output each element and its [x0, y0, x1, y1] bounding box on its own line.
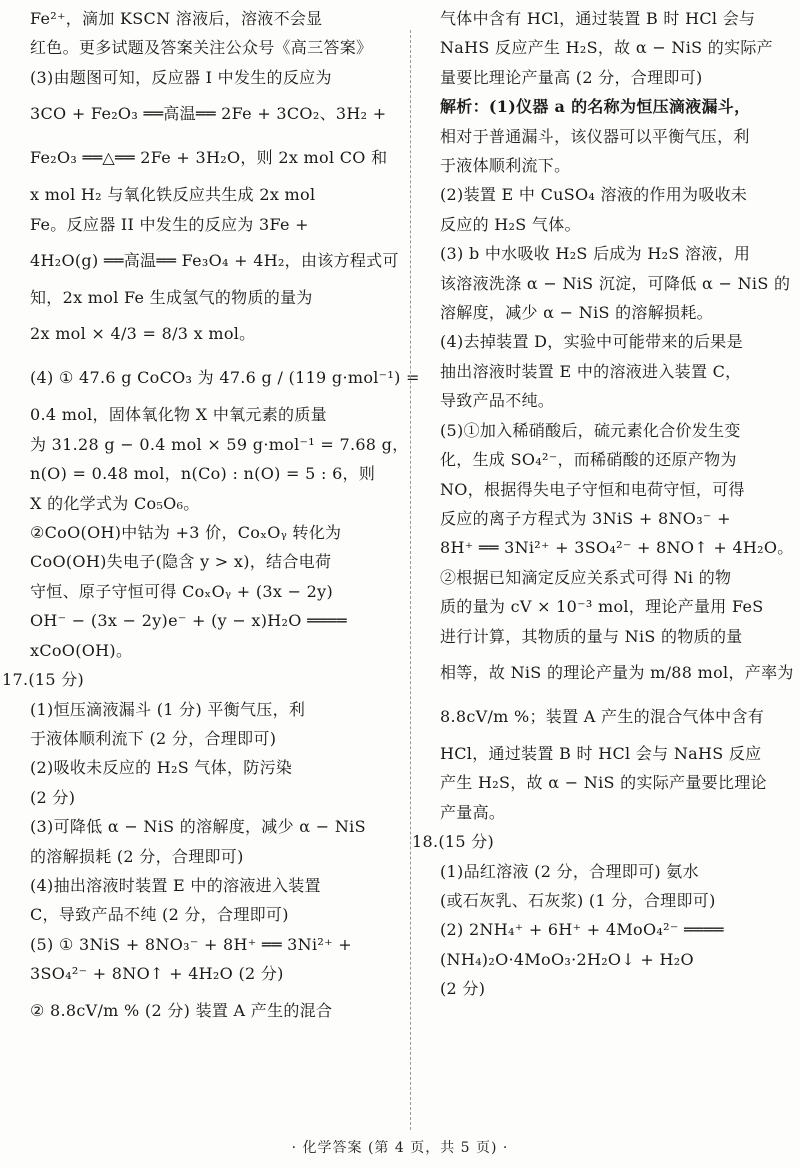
text-line: (3)可降低 α − NiS 的溶解度，减少 α − NiS: [30, 817, 366, 837]
text-line: OH⁻ − (3x − 2y)e⁻ + (y − x)H₂O ════: [30, 611, 347, 631]
text-line: (4)抽出溶液时装置 E 中的溶液进入装置: [30, 875, 321, 895]
text-line: 守恒、原子守恒可得 CoₓOᵧ + (3x − 2y): [30, 581, 334, 601]
text-line: (2 分): [440, 979, 486, 999]
text-line: n(O) = 0.48 mol，n(Co) : n(O) = 5 : 6，则: [30, 464, 376, 484]
text-line: 相对于普通漏斗，该仪器可以平衡气压，利: [440, 126, 750, 146]
text-line: 量要比理论产量高 (2 分，合理即可): [440, 67, 703, 87]
formula-line: 8.8cV/m %；装置 A 产生的混合气体中含有: [440, 706, 765, 726]
text-line: (5) ① 3NiS + 8NO₃⁻ + 8H⁺ ══ 3Ni²⁺ +: [30, 934, 352, 954]
page-footer: · 化学答案 (第 4 页，共 5 页) ·: [291, 1140, 509, 1156]
text-line: NaHS 反应产生 H₂S，故 α − NiS 的实际产: [440, 38, 773, 58]
text-line: (NH₄)₂O·4MoO₃·2H₂O↓ + H₂O: [440, 949, 694, 969]
text-line: 知，2x mol Fe 生成氢气的物质的量为: [30, 288, 313, 308]
text-line: 溶解度，减少 α − NiS 的溶解损耗。: [440, 303, 713, 323]
text-line: 反应的 H₂S 气体。: [440, 214, 581, 234]
formula-line: 2x mol × 4/3 = 8/3 x mol。: [30, 324, 256, 344]
question-header: 18.(15 分): [412, 832, 495, 852]
left-column: [2, 4, 420, 1135]
analysis-header: 解析：(1)仪器 a 的名称为恒压滴液漏斗，: [440, 97, 751, 117]
text-line: (3) b 中水吸收 H₂S 后成为 H₂S 溶液，用: [440, 244, 751, 264]
text-line: HCl，通过装置 B 时 HCl 会与 NaHS 反应: [440, 743, 762, 763]
formula-line: (4) ① 47.6 g CoCO₃ 为 47.6 g / (119 g·mol⁻¹) =: [30, 368, 420, 388]
text-line: C，导致产品不纯 (2 分，合理即可): [30, 905, 289, 925]
right-column: [412, 4, 794, 1135]
text-line: x mol H₂ 与氧化铁反应共生成 2x mol: [30, 185, 316, 205]
text-line: 产生 H₂S，故 α − NiS 的实际产量要比理论: [440, 773, 767, 793]
text-line: (2)吸收未反应的 H₂S 气体，防污染: [30, 758, 293, 778]
text-line: (2)装置 E 中 CuSO₄ 溶液的作用为吸收未: [440, 185, 748, 205]
text-line: X 的化学式为 Co₅O₆。: [30, 493, 200, 513]
text-line: 反应的离子方程式为 3NiS + 8NO₃⁻ +: [440, 508, 731, 528]
text-line: 产量高。: [440, 802, 506, 822]
text-line: 该溶液洗涤 α − NiS 沉淀，可降低 α − NiS 的: [440, 273, 791, 293]
text-line: Fe。反应器 II 中发生的反应为 3Fe +: [30, 214, 309, 234]
equation-line: 4H₂O(g) ══高温══ Fe₃O₄ + 4H₂，由该方程式可: [30, 251, 399, 271]
text-line: Fe²⁺，滴加 KSCN 溶液后，溶液不会显: [30, 9, 323, 28]
text-line: 的溶解损耗 (2 分，合理即可): [30, 846, 244, 866]
text-line: ②CoO(OH)中钴为 +3 价，CoₓOᵧ 转化为: [30, 523, 342, 543]
text-line: CoO(OH)失电子(隐含 y > x)，结合电荷: [30, 552, 332, 572]
text-line: 8H⁺ ══ 3Ni²⁺ + 3SO₄²⁻ + 8NO↑ + 4H₂O。: [440, 538, 794, 558]
text-line: 化，生成 SO₄²⁻，而稀硝酸的还原产物为: [440, 450, 737, 470]
text-line: (5)①加入稀硝酸后，硫元素化合价发生变: [440, 420, 741, 440]
text-line: (3)由题图可知，反应器 I 中发生的反应为: [30, 67, 332, 87]
text-line: 气体中含有 HCl，通过装置 B 时 HCl 会与: [440, 9, 756, 28]
text-line: ②根据已知滴定反应关系式可得 Ni 的物: [440, 567, 732, 587]
column-divider: [410, 30, 411, 1130]
text-line: xCoO(OH)。: [30, 640, 133, 660]
text-line: 进行计算，其物质的量与 NiS 的物质的量: [440, 626, 743, 646]
equation-line: Fe₂O₃ ══△══ 2Fe + 3H₂O，则 2x mol CO 和: [30, 148, 388, 168]
formula-line: 相等，故 NiS 的理论产量为 m/88 mol，产率为: [440, 662, 794, 682]
formula-line: ② 8.8cV/m % (2 分) 装置 A 产生的混合: [30, 1000, 333, 1020]
text-line: (1)恒压滴液漏斗 (1 分) 平衡气压，利: [30, 699, 306, 719]
text-line: 质的量为 cV × 10⁻³ mol，理论产量用 FeS: [440, 597, 764, 617]
text-line: (或石灰乳、石灰浆) (1 分，合理即可): [440, 890, 716, 910]
text-line: 导致产品不纯。: [440, 391, 555, 411]
text-line: NO，根据得失电子守恒和电荷守恒，可得: [440, 479, 745, 499]
text-line: (2 分): [30, 787, 76, 807]
text-line: 红色。更多试题及答案关注公众号《高三答案》: [30, 38, 373, 58]
text-line: 3SO₄²⁻ + 8NO↑ + 4H₂O (2 分): [30, 964, 284, 984]
text-line: 抽出溶液时装置 E 中的溶液进入装置 C，: [440, 361, 742, 381]
text-line: 于液体顺利流下。: [440, 156, 571, 176]
text-line: 为 31.28 g − 0.4 mol × 59 g·mol⁻¹ = 7.68 g，: [30, 434, 409, 454]
question-header: 17.(15 分): [2, 670, 85, 690]
text-line: (1)品红溶液 (2 分，合理即可) 氨水: [440, 861, 699, 881]
text-line: 0.4 mol，固体氧化物 X 中氧元素的质量: [30, 405, 327, 425]
text-line: 于液体顺利流下 (2 分，合理即可): [30, 728, 277, 748]
equation-line: 3CO + Fe₂O₃ ══高温══ 2Fe + 3CO₂、3H₂ +: [30, 104, 387, 124]
text-line: (2) 2NH₄⁺ + 6H⁺ + 4MoO₄²⁻ ════: [440, 920, 724, 940]
text-line: (4)去掉装置 D，实验中可能带来的后果是: [440, 332, 743, 352]
